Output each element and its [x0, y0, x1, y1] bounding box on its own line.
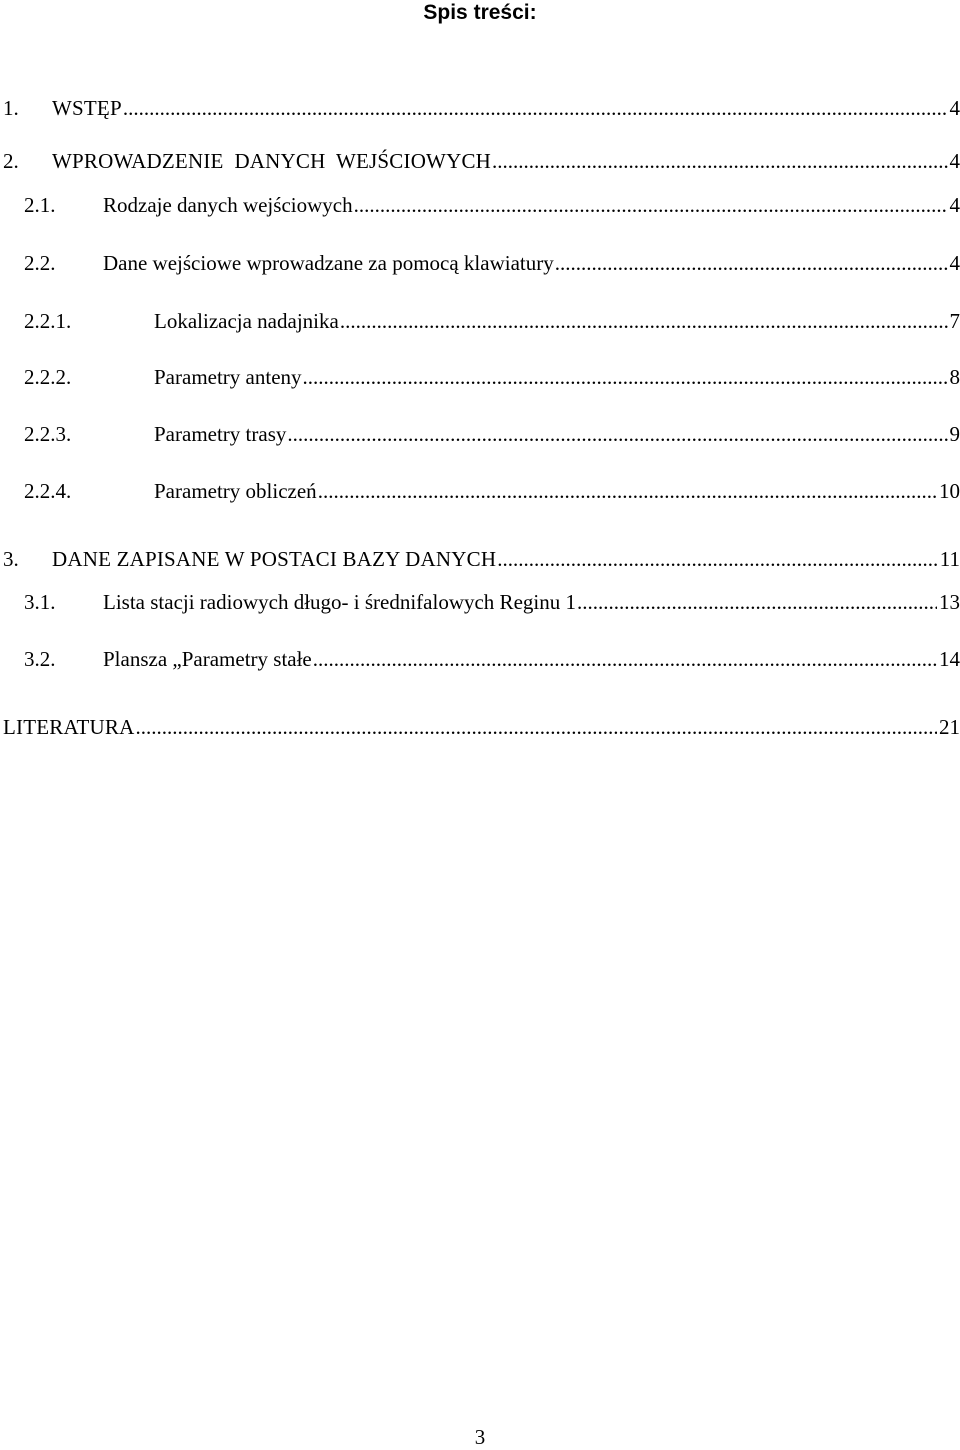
toc-entry-number: 2.2.2.	[24, 363, 71, 391]
toc-entry-page: 11	[940, 545, 960, 573]
toc-entry-leader-dots	[555, 249, 948, 277]
toc-entry-page: 8	[950, 363, 960, 391]
toc-entry[interactable]	[0, 713, 960, 741]
toc-entry-number: 2.2.4.	[24, 477, 71, 505]
toc-entry-page: 13	[939, 588, 960, 616]
toc-entry[interactable]	[0, 477, 960, 505]
toc-entry-number: 2.2.1.	[24, 307, 71, 335]
toc-entry-label: Dane wejściowe wprowadzane za pomocą klawiatury	[103, 249, 554, 277]
toc-entry-leader-dots	[287, 420, 947, 448]
toc-entry-page: 4	[950, 147, 960, 175]
toc-entry-leader-dots	[354, 191, 948, 219]
toc-entry-page: 4	[950, 249, 960, 277]
toc-entry-page: 7	[950, 307, 960, 335]
toc-entry[interactable]	[0, 588, 960, 616]
toc-entry[interactable]	[0, 645, 960, 673]
toc-entry-page: 9	[950, 420, 960, 448]
toc-entry[interactable]	[0, 147, 960, 175]
toc-entry-number: 3.1.	[24, 588, 56, 616]
toc-entry-leader-dots	[136, 713, 938, 741]
toc-entry[interactable]	[0, 363, 960, 391]
toc-entry-label: Lokalizacja nadajnika	[154, 307, 339, 335]
toc-entry[interactable]	[0, 191, 960, 219]
toc-entry-number: 3.2.	[24, 645, 56, 673]
toc-entry[interactable]	[0, 94, 960, 122]
toc-entry-leader-dots	[340, 307, 948, 335]
toc-entry-page: 14	[939, 645, 960, 673]
toc-entry-label: Rodzaje danych wejściowych	[103, 191, 353, 219]
toc-entry-number: 3.	[3, 545, 19, 573]
toc-entry-label: Parametry trasy	[154, 420, 286, 448]
toc-entry-label: Plansza „Parametry stałe	[103, 645, 312, 673]
toc-entry-leader-dots	[577, 588, 937, 616]
toc-entry-page: 21	[939, 713, 960, 741]
toc-entry-number: 2.2.3.	[24, 420, 71, 448]
toc-entry-leader-dots	[492, 147, 947, 175]
toc-entry-label: LITERATURA	[3, 713, 135, 741]
toc-entry-label: Parametry anteny	[154, 363, 302, 391]
toc-entry-page: 4	[950, 94, 960, 122]
toc-entry-leader-dots	[123, 94, 948, 122]
toc-entry-leader-dots	[497, 545, 938, 573]
toc-title: Spis treści:	[0, 0, 960, 26]
toc-entry-label: WPROWADZENIE DANYCH WEJŚCIOWYCH	[52, 147, 491, 175]
toc-entry-number: 2.1.	[24, 191, 56, 219]
toc-entry-leader-dots	[313, 645, 937, 673]
toc-entry-page: 10	[939, 477, 960, 505]
toc-entry[interactable]	[0, 307, 960, 335]
toc-entry[interactable]	[0, 545, 960, 573]
toc-entry[interactable]	[0, 249, 960, 277]
toc-entry[interactable]	[0, 420, 960, 448]
page-number: 3	[0, 1424, 960, 1450]
toc-entry-label: Lista stacji radiowych długo- i średnifalowych Reginu 1	[103, 588, 576, 616]
toc-entry-label: Parametry obliczeń	[154, 477, 317, 505]
toc-entry-page: 4	[950, 191, 960, 219]
toc-entry-number: 1.	[3, 94, 19, 122]
toc-entry-number: 2.2.	[24, 249, 56, 277]
toc-entry-leader-dots	[303, 363, 948, 391]
toc-entry-leader-dots	[318, 477, 937, 505]
toc-entry-number: 2.	[3, 147, 19, 175]
toc-entry-label: WSTĘP	[52, 94, 122, 122]
toc-entry-label: DANE ZAPISANE W POSTACI BAZY DANYCH	[52, 545, 496, 573]
